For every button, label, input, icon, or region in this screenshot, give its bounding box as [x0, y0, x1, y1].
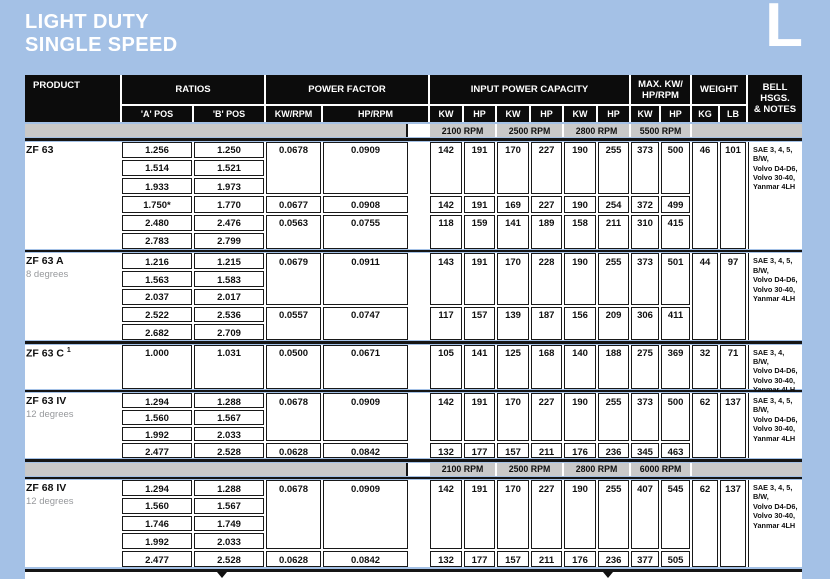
input-power-cell: 191 — [464, 480, 495, 549]
bell-notes-line: SAE 3, 4, 5, B/W, — [753, 396, 793, 415]
weight-kg-cell: 62 — [692, 393, 718, 458]
header-max-line2: HP/RPM — [642, 89, 679, 101]
bell-notes-line: Volvo 30-40, — [753, 511, 796, 521]
subheader-kg: KG — [692, 106, 718, 122]
input-power-cell: 191 — [464, 393, 495, 441]
input-power-cell: 132 — [430, 443, 462, 458]
rpm-band-cell: 2500 RPM — [497, 463, 562, 476]
input-power-cell: 191 — [464, 196, 495, 212]
power-factor-kw-cell: 0.0628 — [266, 443, 321, 458]
input-power-cell: 158 — [564, 215, 596, 249]
subheader-kw-2800: KW — [564, 106, 596, 122]
max-kw-hp-cell: 369 — [661, 345, 690, 389]
bell-notes-line: Yanmar 4LH — [753, 385, 796, 395]
power-factor-hp-cell: 0.0755 — [323, 215, 408, 249]
ratio-b-pos-cell: 2.536 — [194, 307, 264, 323]
power-factor-kw-cell: 0.0678 — [266, 393, 321, 441]
header-input-power: INPUT POWER CAPACITY — [430, 75, 629, 104]
input-power-cell: 118 — [430, 215, 462, 249]
product-section — [25, 480, 802, 567]
table-header — [25, 75, 802, 122]
section-divider — [25, 250, 802, 252]
input-power-cell: 227 — [531, 480, 562, 549]
input-power-cell: 142 — [430, 480, 462, 549]
max-kw-hp-cell: 415 — [661, 215, 690, 249]
product-section — [25, 253, 802, 340]
subheader-hp-2500: HP — [531, 106, 562, 122]
input-power-cell: 140 — [564, 345, 596, 389]
section-divider — [25, 477, 802, 479]
input-power-cell: 157 — [497, 443, 529, 458]
input-power-cell: 190 — [564, 393, 596, 441]
input-power-cell: 227 — [531, 142, 562, 195]
bell-notes-line: SAE 3, 4, 5, B/W, — [753, 144, 793, 164]
rpm-band-filler — [692, 124, 802, 137]
product-cell — [25, 480, 120, 567]
page-title-line1: LIGHT DUTY — [25, 11, 149, 33]
ratio-b-pos-cell: 2.033 — [194, 533, 264, 549]
ratio-a-pos-cell: 2.783 — [122, 233, 192, 249]
power-factor-hp-cell: 0.0842 — [323, 443, 408, 458]
product-cell — [25, 253, 120, 340]
max-kw-hp-cell: 377 — [631, 551, 659, 567]
input-power-cell: 105 — [430, 345, 462, 389]
input-power-cell: 211 — [531, 443, 562, 458]
product-section — [25, 142, 802, 249]
max-kw-hp-cell: 501 — [661, 253, 690, 304]
bell-notes-line: Yanmar 4LH — [753, 182, 796, 192]
spec-table — [25, 75, 802, 579]
ratio-a-pos-cell: 2.477 — [122, 443, 192, 458]
subheader-kw-max: KW — [631, 106, 659, 122]
weight-lb-cell: 137 — [720, 393, 746, 458]
input-power-cell: 132 — [430, 551, 462, 567]
bell-notes-line: Volvo D4-D6, — [753, 275, 798, 285]
input-power-cell: 139 — [497, 307, 529, 341]
power-factor-kw-cell: 0.0563 — [266, 215, 321, 249]
input-power-cell: 159 — [464, 215, 495, 249]
power-factor-hp-cell: 0.0909 — [323, 142, 408, 195]
rpm-band-filler — [25, 124, 408, 137]
input-power-cell: 190 — [564, 480, 596, 549]
power-factor-kw-cell: 0.0557 — [266, 307, 321, 341]
ratio-a-pos-cell: 2.477 — [122, 551, 192, 567]
bell-notes-line: Volvo 30-40, — [753, 284, 796, 294]
ratio-b-pos-cell: 2.528 — [194, 443, 264, 458]
continued-down-triangle-icon — [603, 572, 613, 578]
input-power-cell: 255 — [598, 480, 629, 549]
subheader-kw-2100: KW — [430, 106, 462, 122]
ratio-b-pos-cell: 1.288 — [194, 393, 264, 408]
rpm-band-cell: 2800 RPM — [564, 124, 629, 137]
input-power-cell: 141 — [464, 345, 495, 389]
input-power-cell: 236 — [598, 551, 629, 567]
product-cell — [25, 142, 120, 249]
rpm-band-cell: 6000 RPM — [631, 463, 690, 476]
input-power-cell: 176 — [564, 551, 596, 567]
max-kw-hp-cell: 372 — [631, 196, 659, 212]
bell-notes-line: Volvo D4-D6, — [753, 414, 798, 424]
input-power-cell: 227 — [531, 196, 562, 212]
input-power-cell: 156 — [564, 307, 596, 341]
ratio-a-pos-cell: 2.682 — [122, 324, 192, 340]
bell-hsgs-notes-cell — [748, 480, 802, 567]
ratio-b-pos-cell: 1.250 — [194, 142, 264, 158]
max-kw-hp-cell: 373 — [631, 142, 659, 195]
section-divider — [25, 390, 802, 392]
product-section — [25, 393, 802, 458]
max-kw-hp-cell: 407 — [631, 480, 659, 549]
input-power-cell: 190 — [564, 253, 596, 304]
max-kw-hp-cell: 463 — [661, 443, 690, 458]
ratio-b-pos-cell: 2.799 — [194, 233, 264, 249]
input-power-cell: 125 — [497, 345, 529, 389]
bell-notes-line: Volvo D4-D6, — [753, 501, 798, 511]
bell-notes-line: Volvo D4-D6, — [753, 366, 798, 376]
input-power-cell: 142 — [430, 142, 462, 195]
input-power-cell: 227 — [531, 393, 562, 441]
ratio-b-pos-cell: 1.770 — [194, 196, 264, 212]
power-factor-hp-cell: 0.0842 — [323, 551, 408, 567]
power-factor-kw-cell: 0.0679 — [266, 253, 321, 304]
ratio-b-pos-cell: 2.709 — [194, 324, 264, 340]
product-subtitle: 12 degrees — [26, 495, 74, 507]
product-cell — [25, 345, 120, 389]
continued-down-triangle-icon — [217, 572, 227, 578]
input-power-cell: 236 — [598, 443, 629, 458]
input-power-cell: 177 — [464, 551, 495, 567]
header-product: PRODUCT — [25, 75, 120, 122]
subheader-b-pos: 'B' POS — [194, 106, 264, 122]
ratio-b-pos-cell: 1.583 — [194, 271, 264, 287]
input-power-cell: 176 — [564, 443, 596, 458]
ratio-b-pos-cell: 1.973 — [194, 178, 264, 194]
ratio-a-pos-cell: 2.480 — [122, 215, 192, 231]
product-name: ZF 63 IV — [26, 395, 67, 408]
ratio-b-pos-cell: 2.528 — [194, 551, 264, 567]
header-bell-line1: BELL HSGS. — [760, 82, 790, 104]
subheader-hp-max: HP — [661, 106, 690, 122]
max-kw-hp-cell: 505 — [661, 551, 690, 567]
input-power-cell: 168 — [531, 345, 562, 389]
input-power-cell: 170 — [497, 480, 529, 549]
page-title — [25, 11, 178, 57]
bell-notes-line: Volvo D4-D6, — [753, 163, 798, 173]
bell-notes-line: Volvo 30-40, — [753, 173, 796, 182]
ratio-a-pos-cell: 1.992 — [122, 427, 192, 442]
bell-hsgs-notes-cell — [748, 393, 802, 458]
ratio-a-pos-cell: 1.216 — [122, 253, 192, 269]
power-factor-hp-cell: 0.0909 — [323, 480, 408, 549]
max-kw-hp-cell: 275 — [631, 345, 659, 389]
ratio-b-pos-cell: 1.567 — [194, 410, 264, 425]
bell-notes-line: Yanmar 4LH — [753, 433, 796, 443]
product-section — [25, 345, 802, 395]
input-power-cell: 142 — [430, 196, 462, 212]
input-power-cell: 191 — [464, 142, 495, 195]
section-divider — [25, 459, 802, 461]
table-footer — [25, 572, 802, 579]
subheader-hp-rpm: HP/RPM — [323, 106, 428, 122]
ratio-a-pos-cell: 1.750* — [122, 196, 192, 212]
max-kw-hp-cell: 411 — [661, 307, 690, 341]
input-power-cell: 190 — [564, 142, 596, 195]
ratio-a-pos-cell: 1.000 — [122, 345, 192, 389]
product-subtitle: 12 degrees — [26, 408, 74, 420]
weight-lb-cell: 137 — [720, 480, 746, 567]
input-power-cell: 189 — [531, 215, 562, 249]
product-footnote-marker: 1 — [66, 346, 71, 354]
input-power-cell: 170 — [497, 253, 529, 304]
product-name: ZF 63 C $^1$ — [26, 346, 71, 360]
ratio-a-pos-cell: 2.037 — [122, 289, 192, 305]
bell-notes-line: SAE 3, 4, 5, B/W, — [753, 483, 793, 502]
ratio-a-pos-cell: 1.294 — [122, 393, 192, 408]
rpm-band-cell: 2500 RPM — [497, 124, 562, 137]
rpm-band-filler — [25, 463, 408, 476]
ratio-a-pos-cell: 1.256 — [122, 142, 192, 158]
subheader-lb: LB — [720, 106, 746, 122]
power-factor-hp-cell: 0.0909 — [323, 393, 408, 441]
ratio-a-pos-cell: 1.560 — [122, 410, 192, 425]
input-power-cell: 191 — [464, 253, 495, 304]
input-power-cell: 255 — [598, 393, 629, 441]
table-body — [25, 124, 802, 571]
power-factor-kw-cell: 0.0500 — [266, 345, 321, 389]
rpm-band-cell: 2100 RPM — [430, 463, 495, 476]
weight-kg-cell: 62 — [692, 480, 718, 567]
max-kw-hp-cell: 500 — [661, 393, 690, 441]
page-masthead — [0, 0, 830, 75]
subheader-a-pos: 'A' POS — [122, 106, 192, 122]
ratio-b-pos-cell: 1.031 — [194, 345, 264, 389]
power-factor-kw-cell: 0.0678 — [266, 480, 321, 549]
subheader-hp-2800: HP — [598, 106, 629, 122]
bell-hsgs-notes-cell — [748, 142, 802, 249]
max-kw-hp-cell: 373 — [631, 253, 659, 304]
input-power-cell: 157 — [464, 307, 495, 341]
weight-lb-cell: 71 — [720, 345, 746, 389]
rpm-band-cell: 2800 RPM — [564, 463, 629, 476]
power-factor-hp-cell: 0.0908 — [323, 196, 408, 212]
ratio-a-pos-cell: 2.522 — [122, 307, 192, 323]
max-kw-hp-cell: 499 — [661, 196, 690, 212]
ratio-b-pos-cell: 2.033 — [194, 427, 264, 442]
product-subtitle: 8 degrees — [26, 268, 69, 280]
input-power-cell: 255 — [598, 253, 629, 304]
input-power-cell: 141 — [497, 215, 529, 249]
power-factor-hp-cell: 0.0747 — [323, 307, 408, 341]
ratio-b-pos-cell: 1.749 — [194, 516, 264, 532]
subheader-hp-2100: HP — [464, 106, 495, 122]
power-factor-hp-cell: 0.0911 — [323, 253, 408, 304]
bell-notes-line: SAE 3, 4, B/W, — [753, 347, 785, 367]
ratio-a-pos-cell: 1.933 — [122, 178, 192, 194]
ratio-a-pos-cell: 1.563 — [122, 271, 192, 287]
weight-lb-cell: 101 — [720, 142, 746, 249]
bell-notes-line: Volvo 30-40, — [753, 424, 796, 434]
rpm-band-cell: 5500 RPM — [631, 124, 690, 137]
header-bell-hsgs — [748, 75, 802, 122]
subheader-kw-2500: KW — [497, 106, 529, 122]
input-power-cell: 211 — [598, 215, 629, 249]
product-name: ZF 63 A — [26, 255, 64, 268]
ratio-a-pos-cell: 1.992 — [122, 533, 192, 549]
max-kw-hp-cell: 500 — [661, 142, 690, 195]
input-power-cell: 117 — [430, 307, 462, 341]
header-ratios: RATIOS — [122, 75, 264, 104]
subheader-kw-rpm: KW/RPM — [266, 106, 321, 122]
weight-lb-cell: 97 — [720, 253, 746, 340]
power-factor-kw-cell: 0.0678 — [266, 142, 321, 195]
ratio-b-pos-cell: 1.288 — [194, 480, 264, 496]
input-power-cell: 142 — [430, 393, 462, 441]
max-kw-hp-cell: 545 — [661, 480, 690, 549]
input-power-cell: 169 — [497, 196, 529, 212]
weight-kg-cell: 32 — [692, 345, 718, 389]
bell-hsgs-notes-cell — [748, 253, 802, 340]
ratio-a-pos-cell: 1.514 — [122, 160, 192, 176]
input-power-cell: 254 — [598, 196, 629, 212]
header-power-factor: POWER FACTOR — [266, 75, 428, 104]
max-kw-hp-cell: 310 — [631, 215, 659, 249]
section-letter-badge: L — [765, 0, 803, 60]
ratio-a-pos-cell: 1.294 — [122, 480, 192, 496]
input-power-cell: 177 — [464, 443, 495, 458]
header-bell-line2: & NOTES — [753, 104, 797, 115]
ratio-b-pos-cell: 2.017 — [194, 289, 264, 305]
input-power-cell: 255 — [598, 142, 629, 195]
rpm-band-cell: 2100 RPM — [430, 124, 495, 137]
product-cell — [25, 393, 120, 458]
input-power-cell: 188 — [598, 345, 629, 389]
power-factor-kw-cell: 0.0677 — [266, 196, 321, 212]
ratio-a-pos-cell: 1.746 — [122, 516, 192, 532]
bell-hsgs-notes-cell — [748, 345, 802, 395]
header-max-line1: MAX. KW/ — [638, 78, 683, 90]
input-power-cell: 143 — [430, 253, 462, 304]
input-power-cell: 190 — [564, 196, 596, 212]
page-title-line2: SINGLE SPEED — [25, 34, 178, 56]
section-divider — [25, 341, 802, 343]
bell-notes-line: Yanmar 4LH — [753, 520, 796, 530]
ratio-b-pos-cell: 1.521 — [194, 160, 264, 176]
input-power-cell: 187 — [531, 307, 562, 341]
product-name: ZF 68 IV — [26, 482, 67, 495]
weight-kg-cell: 46 — [692, 142, 718, 249]
input-power-cell: 170 — [497, 393, 529, 441]
bell-notes-line: Volvo 30-40, — [753, 375, 796, 385]
input-power-cell: 209 — [598, 307, 629, 341]
ratio-b-pos-cell: 2.476 — [194, 215, 264, 231]
header-weight: WEIGHT — [692, 75, 746, 104]
weight-kg-cell: 44 — [692, 253, 718, 340]
product-name: ZF 63 — [26, 143, 54, 156]
rpm-band-row — [25, 463, 802, 476]
ratio-b-pos-cell: 1.567 — [194, 498, 264, 514]
ratio-b-pos-cell: 1.215 — [194, 253, 264, 269]
header-max-kw-hp — [631, 75, 690, 104]
input-power-cell: 211 — [531, 551, 562, 567]
max-kw-hp-cell: 306 — [631, 307, 659, 341]
bell-notes-line: SAE 3, 4, 5, B/W, — [753, 256, 793, 275]
input-power-cell: 228 — [531, 253, 562, 304]
power-factor-hp-cell: 0.0671 — [323, 345, 408, 389]
max-kw-hp-cell: 345 — [631, 443, 659, 458]
power-factor-kw-cell: 0.0628 — [266, 551, 321, 567]
input-power-cell: 170 — [497, 142, 529, 195]
rpm-band-filler — [692, 463, 802, 476]
section-divider — [25, 138, 802, 140]
bell-notes-line: Yanmar 4LH — [753, 293, 796, 303]
input-power-cell: 157 — [497, 551, 529, 567]
ratio-a-pos-cell: 1.560 — [122, 498, 192, 514]
rpm-band-row — [25, 124, 802, 137]
max-kw-hp-cell: 373 — [631, 393, 659, 441]
